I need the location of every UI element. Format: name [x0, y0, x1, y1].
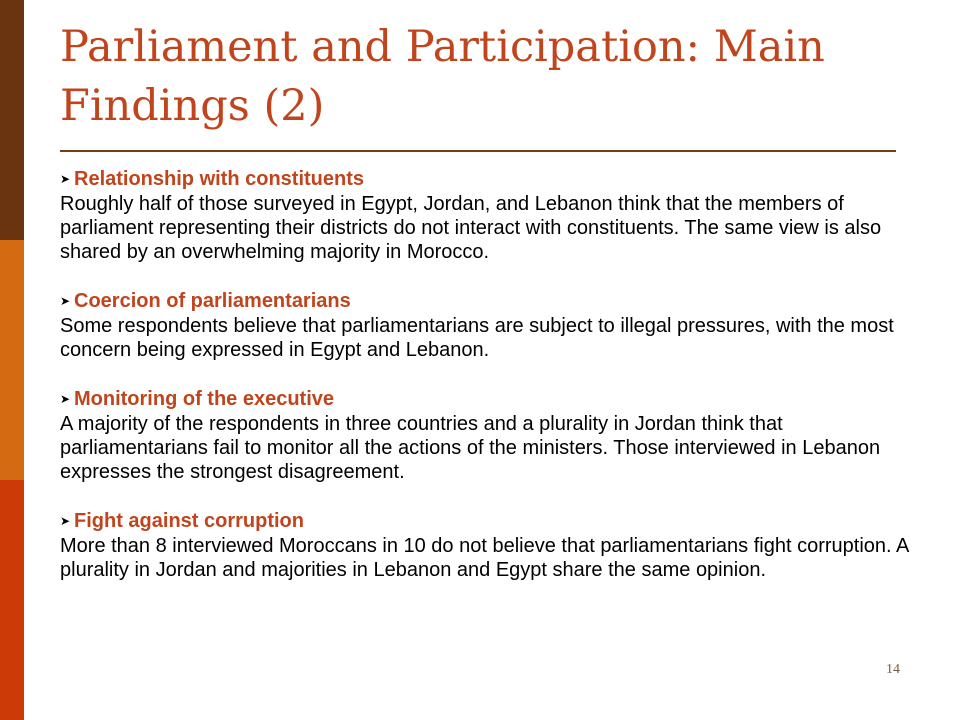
decorative-stripe-middle	[0, 240, 24, 480]
decorative-stripe-bottom	[0, 480, 24, 720]
arrow-bullet-icon: ➤	[60, 392, 71, 406]
slide-content	[60, 166, 930, 606]
section-fight-against-corruption	[60, 508, 930, 582]
section-body: Roughly half of those surveyed in Egypt, Jordan, and Lebanon think that the members of parliament representing their districts do not interact with constituents. The same view is also shared by an overwhelming majority in Morocco.	[60, 193, 882, 263]
arrow-bullet-icon: ➤	[60, 294, 71, 308]
section-body: More than 8 interviewed Moroccans in 10 do not believe that parliamentarians fight corruption. A plurality in Jordan and majorities in Lebanon and Egypt share the same opinion.	[60, 535, 909, 581]
section-body: A majority of the respondents in three countries and a plurality in Jordan think that parliamentarians fail to monitor all the actions of the ministers. Those interviewed in Lebanon expresses the strongest disagreement.	[60, 413, 881, 483]
section-body: Some respondents believe that parliamentarians are subject to illegal pressures, with the most concern being expressed in Egypt and Lebanon.	[60, 315, 894, 361]
section-heading: Fight against corruption	[74, 510, 304, 532]
decorative-stripe-top	[0, 0, 24, 240]
section-coercion-of-parliamentarians	[60, 288, 930, 362]
section-relationship-with-constituents	[60, 166, 930, 264]
slide-title: Parliament and Participation: Main Findings (2)	[60, 22, 825, 131]
section-heading: Monitoring of the executive	[74, 388, 335, 410]
arrow-bullet-icon: ➤	[60, 514, 71, 528]
page-number: 14	[886, 662, 900, 677]
arrow-bullet-icon: ➤	[60, 172, 71, 186]
section-heading: Coercion of parliamentarians	[74, 290, 351, 312]
section-heading: Relationship with constituents	[74, 168, 365, 190]
title-underline	[60, 150, 896, 152]
section-monitoring-of-the-executive	[60, 386, 930, 484]
